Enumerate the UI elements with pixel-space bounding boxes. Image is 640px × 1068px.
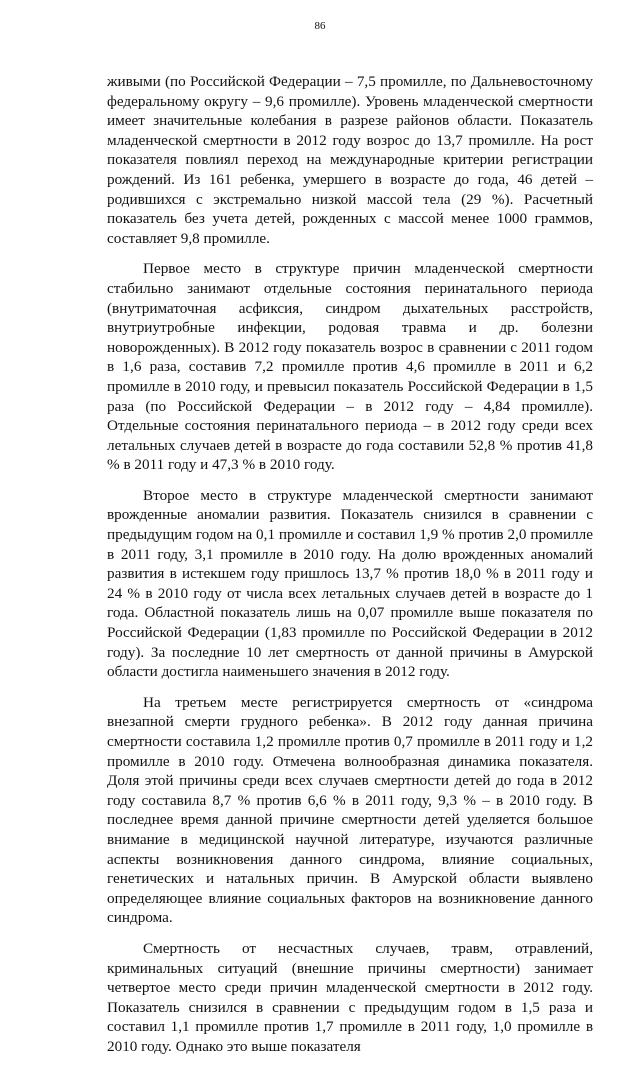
paragraph-perinatal: Первое место в структуре причин младенческой смертности стабильно занимают отдельные состояния перинатального периода (внутриматочная асфиксия, синдром дыхательных расстройств, внутриутробные инфекции, родовая травма и др. болезни новорожденных). В 2012 году показатель возрос в сравнении с 2011 годом в 1,6 раза, составив 7,2 промилле против 4,6 промилле в 2011 и 6,2 промилле в 2010 году, и превысил показатель Российской Федерации в 1,5 раза (по Российской Федерации – в 2012 году – 4,84 промилле). Отдельные состояния перинатального периода – в 2012 году среди всех летальных случаев детей в возрасте до года составили 52,8 % против 41,8 % в 2011 году и 47,3 % в 2010 году. bbox=[107, 260, 593, 474]
paragraph-sids: На третьем месте регистрируется смертность от «синдрома внезапной смерти грудного ребенка». В 2012 году данная причина смертности составила 1,2 промилле против 0,7 промилле в 2011 году и 1,2 промилле в 2010 году. Отмечена волнообразная динамика показателя. Доля этой причины среди всех случаев смертности детей до года в 2012 году составила 8,7 % против 6,6 % в 2011 году, 9,3 % – в 2010 году. В последнее время данной причине смертности детей уделяется большое внимание в медицинской научной литературе, изучаются различные аспекты возникновения данного синдрома, влияние социальных, генетических и натальных причин. В Амурской области выявлено определяющее влияние социальных факторов на возникновение данного синдрома. bbox=[107, 693, 593, 927]
paragraph-external-causes: Смертность от несчастных случаев, травм, отравлений, криминальных ситуаций (внешние причины смертности) занимает четвертое место среди причин младенческой смертности в 2012 году. Показатель снизился в сравнении с предыдущим годом в 1,5 раза и составил 1,1 промилле против 1,7 промилле в 2011 году, 1,0 промилле в 2010 году. Однако это выше показателя bbox=[107, 939, 593, 1055]
page-number: 86 bbox=[314, 20, 326, 32]
paragraph-continuation: живыми (по Российской Федерации – 7,5 промилле, по Дальневосточному федеральному округу – 9,6 промилле). Уровень младенческой смертности имеет значительные колебания в разрезе районов области. Показатель младенческой смертности в 2012 году возрос до 13,7 промилле. На рост показателя повлиял переход на международные критерии регистрации рождений. Из 161 ребенка, умершего в возрасте до года, 46 детей – родившихся с экстремально низкой массой тела (29 %). Расчетный показатель без учета детей, рожденных с массой менее 1000 граммов, составляет 9,8 промилле. bbox=[107, 73, 593, 247]
document-body bbox=[107, 72, 593, 1068]
paragraph-congenital-anomalies: Второе место в структуре младенческой смертности занимают врожденные аномалии развития. Показатель снизился в сравнении с предыдущим годом на 0,1 промилле и составил 1,9 % против 2,0 промилле в 2011 году, 3,1 промилле в 2010 году. На долю врожденных аномалий развития в истекшем году пришлось 13,7 % против 18,0 % в 2011 году и 24 % в 2010 году от числа всех летальных случаев детей в возрасте до 1 года. Областной показатель лишь на 0,07 промилле выше показателя по Российской Федерации (1,83 промилле по Российской Федерации в 2012 году). За последние 10 лет смертность от данной причины в Амурской области достигла наименьшего значения в 2012 году. bbox=[107, 486, 593, 681]
